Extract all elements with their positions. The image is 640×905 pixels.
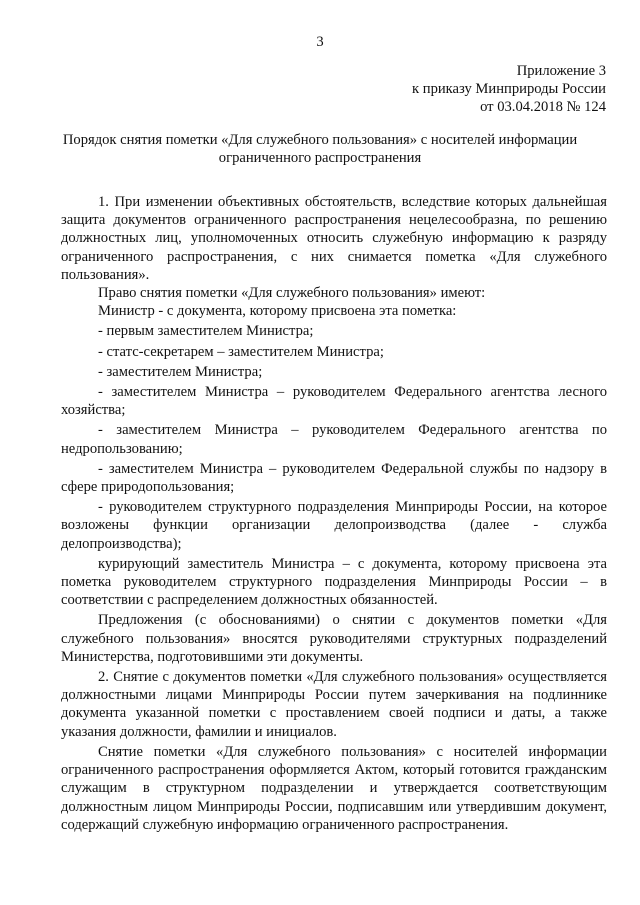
title-line: ограниченного распространения — [218, 150, 422, 167]
paragraph: Предложения (с обоснованиями) о снятии с документов пометки «Для служебного пользования» вносятся руководителями структурных подразделений Министерства, подготовившими эти документы. — [61, 612, 607, 665]
list-item: - первым заместителем Министра; — [98, 323, 314, 340]
appendix-header — [286, 62, 606, 117]
appendix-line: Приложение 3 — [516, 63, 606, 79]
paragraph: 1. При изменении объективных обстоятельств, вследствие которых дальнейшая защита документов ограниченного распространения нецелесообразна, по решению должностных лиц, уполномоченных относить служебную информацию к разряду ограниченного распространения, с них снимается пометка «Для служебного пользования». — [61, 194, 607, 283]
list-item: - руководителем структурного подразделения Минприроды России, на которое возложены функции организации делопроизводства (далее - служба делопроизводства); — [61, 499, 607, 552]
title-line: Порядок снятия пометки «Для служебного пользования» с носителей информации — [62, 132, 578, 148]
appendix-line: к приказу Минприроды России — [412, 81, 606, 98]
paragraph: Министр - с документа, которому присвоена эта пометка: — [98, 303, 457, 320]
paragraph: Снятие пометки «Для служебного пользования» с носителей информации ограниченного распространения оформляется Актом, который готовится гражданским служащим в структурном подразделении и утверждается соответствующим должностным лицом Минприроды России, подписавшим или утвердившим документ, содержащий служебную информацию ограниченного распространения. — [61, 743, 607, 833]
list-item: - заместителем Министра – руководителем Федерального агентства лесного хозяйства; — [61, 384, 607, 419]
page-number: 3 — [316, 34, 324, 50]
list-item: - заместителем Министра – руководителем Федеральной службы по надзору в сфере природопользования; — [61, 460, 607, 496]
appendix-line: от 03.04.2018 № 124 — [480, 99, 606, 116]
list-item: - статс-секретарем – заместителем Министра; — [98, 343, 384, 360]
list-item: - заместителем Министра – руководителем Федерального агентства по недропользованию; — [61, 422, 607, 457]
paragraph: Право снятия пометки «Для служебного пользования» имеют: — [98, 285, 486, 302]
document-title — [40, 131, 600, 167]
list-item: - заместителем Министра; — [98, 363, 263, 380]
paragraph: курирующий заместитель Министра – с документа, которому присвоена эта пометка руководителем структурного подразделения Минприроды России – в соответствии с распределением должностных обязанностей. — [61, 555, 607, 609]
paragraph: 2. Снятие с документов пометки «Для служебного пользования» осуществляется должностными лицами Минприроды России путем зачеркивания на подлиннике документа указанной пометки с проставлением своей подписи и даты, а также указания должности, фамилии и инициалов. — [61, 669, 607, 740]
document-body — [61, 193, 607, 834]
